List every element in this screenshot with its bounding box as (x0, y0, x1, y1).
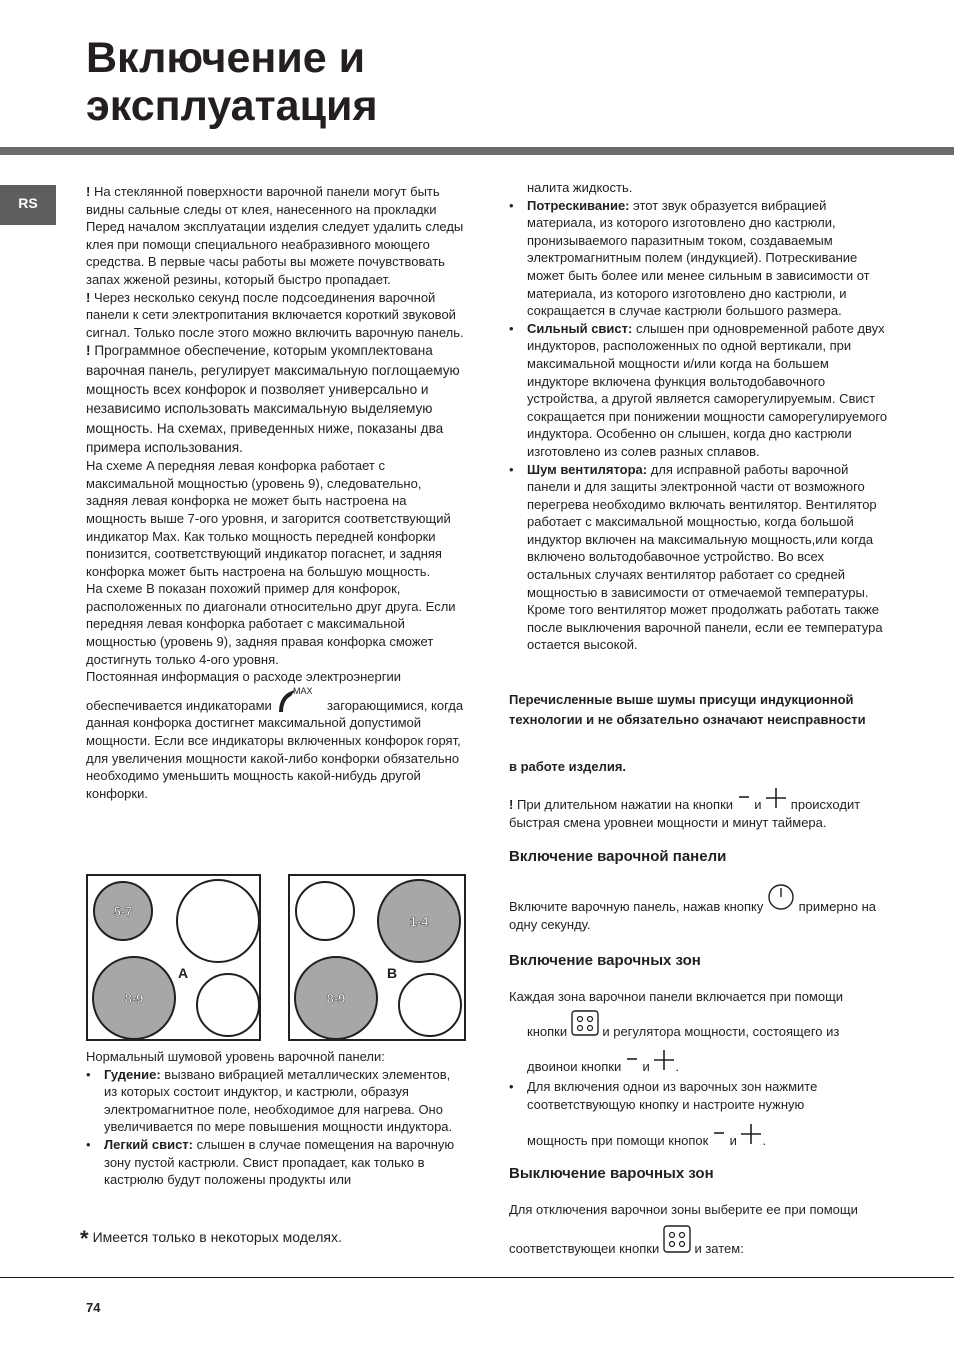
list-item-lead: Гудение: (104, 1066, 161, 1082)
footnote-text: Имеется только в некоторых моделях. (92, 1229, 342, 1245)
paragraph-text: двоинои кнопки (527, 1059, 622, 1074)
zones-on-text (509, 988, 899, 1150)
warning-mark: ! (86, 343, 91, 359)
list-item-text: и (729, 1133, 737, 1149)
list-item-lead: Сильный свист: (527, 320, 633, 336)
paragraph-text: Программное обеспечение, которым укомплектована варочная панель, регулирует максимальную поглощаемую мощность всех конфорок и позволяет универсально и независимо использовать максимальную выделяемую мощность. На схемах, приведенных ниже, показаны два примера использования. (86, 343, 460, 455)
noise-list-right (509, 197, 889, 654)
paragraph-text: Для отключения варочнои зоны выберите ее при помощи (509, 1202, 858, 1217)
heading-zones-on: Включение варочных зон (509, 952, 701, 969)
paragraph-text: . (675, 1059, 679, 1074)
zone-label-b2: 8-9 (326, 991, 346, 1006)
disclaimer-line-3: в работе изделия. (509, 759, 627, 774)
zone-rear-right (177, 880, 259, 962)
paragraph-text: Включите варочную панель, нажав кнопку (509, 899, 764, 914)
paragraph-max-indicator (86, 668, 466, 802)
paragraph-text: и затем: (694, 1240, 744, 1256)
plus-icon (765, 787, 787, 814)
paragraph-glue-traces (86, 183, 466, 289)
diagram-letter-b: B (386, 965, 398, 981)
diagram-letter-a: A (177, 965, 189, 981)
list-item-text: слышен в случае помещения на варочную зону пустой кастрюли. Свист пропадает, как только в кастрюлю будут положены продукты или (104, 1136, 455, 1188)
list-item-text: этот звук образуется вибрацией материала, из которого изготовлено дно кастрюли, пронизываемого паразитным током, создаваемым электромагнитным полем (индукцией). Потрескивание может быть более или менее сильным в зависимости от материала, из которого изготовлено дно кастрюли, и сокращается в случае кастрюли большого размера. (527, 197, 870, 319)
list-item-lead: Легкий свист: (104, 1136, 194, 1152)
noise-disclaimer (509, 691, 899, 731)
zones-off-line-2 (509, 1225, 899, 1258)
footnote-star: * (80, 1226, 89, 1251)
zone-front-right (197, 974, 259, 1036)
long-press-note (509, 787, 899, 831)
list-item-text: . (762, 1133, 767, 1149)
minus-icon (737, 789, 751, 814)
zones-on-list (509, 1078, 899, 1150)
list-item (509, 320, 889, 461)
paragraph-scheme-a: На схеме A передняя левая конфорка работает с максимальной мощностью (уровень 9), следовательно, задняя левая конфорка не может быть настроена на мощность выше 7-ого уровня, и загорится соответствующий индикатор Max. Как только мощность передней конфорки понизится, соответствующий индикатор погаснет, и задняя конфорка может быть настроена на большую мощность. (86, 458, 451, 579)
list-item (509, 1078, 899, 1150)
paragraph-text: и (754, 797, 762, 812)
list-item-text: мощность при помощи кнопок (527, 1133, 709, 1149)
list-item (86, 1066, 466, 1136)
page-number: 74 (86, 1300, 101, 1315)
zones-off-text (509, 1201, 899, 1257)
hob-diagrams (86, 874, 466, 1044)
paragraph-text: и (642, 1059, 650, 1074)
noise-disclaimer-end (509, 758, 899, 776)
title-line-2: эксплуатация (86, 82, 378, 130)
panel-on-text (509, 883, 899, 933)
minus-icon (712, 1125, 726, 1150)
max-indicator-icon (277, 686, 321, 712)
page-title (86, 34, 378, 130)
disclaimer-line-1: Перечисленные выше шумы присущи индукционной (509, 692, 854, 707)
paragraph-text: происходит быстрая смена уровнеи мощности и минут таймера. (509, 797, 861, 830)
disclaimer-line-2: технологии и не обязательно означают неисправности (509, 712, 866, 727)
paragraph-text: загорающимися, когда данная конфорка достигнет максимальной допустимой мощности. Если все индикаторы включенных конфорок горят, для увеличения мощности какой-либо конфорки обязательно необходимо уменьшить мощность какой-нибудь другой конфорки. (86, 697, 464, 801)
zone-select-button-icon (571, 1010, 599, 1041)
footnote (80, 1226, 342, 1252)
zones-bullet-line (527, 1123, 899, 1150)
paragraph-text: кнопки (527, 1024, 568, 1039)
paragraph-text: обеспечивается индикаторами (86, 697, 272, 713)
paragraph-text: Каждая зона варочнои панели включается при помощи (509, 989, 844, 1004)
heading-zones-off: Выключение варочных зон (509, 1165, 714, 1182)
paragraph-text: Через несколько секунд после подсоединения варочной панели к сети электропитания включается короткий звуковой сигнал. Только после этого можно включить варочную панель. (86, 289, 464, 340)
left-column (86, 183, 466, 802)
plus-icon (740, 1123, 762, 1150)
zone-label-b1: 1-4 (409, 914, 429, 929)
zone-label-a2: 8-9 (124, 991, 144, 1006)
power-button-icon (767, 883, 795, 916)
zones-on-line-3 (509, 1049, 899, 1076)
minus-icon (625, 1051, 639, 1076)
zone-select-button-icon (663, 1225, 691, 1258)
language-tab: RS (0, 185, 56, 225)
list-item-text: слышен при одновременной работе двух индукторов, расположенных по одной вертикали, при максимальной мощности и/или когда на большем индукторе включена функция вольтодобавочного устройства, а другой является саморегулируемым. Свист сокращается при понижении мощности саморегулируемого индуктора. Особенно он слышен, когда дно кастрюли изготовлено из солев разных сплавов. (527, 320, 888, 459)
list-item-text: вызвано вибрацией металлических элементов, из которых состоит индуктор, и кастрюли, образуя электромагнитное поле, необходимое для нагрева. Оно увеличивается по мере повышения мощности индуктора. (104, 1066, 453, 1135)
warning-mark: ! (509, 797, 514, 812)
title-line-1: Включение и (86, 34, 366, 82)
paragraph-text: примерно на одну секунду. (509, 899, 876, 932)
zones-on-line-2 (509, 1010, 899, 1041)
diagram-a (86, 874, 261, 1041)
paragraph-text: и регулятора мощности, состоящего из (602, 1024, 840, 1039)
max-label: MAX (293, 685, 313, 696)
paragraph-beep (86, 289, 466, 342)
zone-label-a1: 5-7 (113, 904, 133, 919)
paragraph-text: При длительном нажатии на кнопки (516, 797, 734, 812)
noise-intro: Нормальный шумовой уровень варочной панели: (86, 1049, 385, 1064)
footer-divider (0, 1277, 954, 1278)
continued-text: налита жидкость. (527, 180, 633, 195)
left-column-noise (86, 1048, 466, 1189)
zone-front-right (399, 974, 461, 1036)
list-item-text: для исправной работы варочной панели и для защиты электронной части от возможного перегрева необходимо включать вентилятор. Вентилятор работает с максимальной мощностью, когда большой индуктор включен на максимальную мощность,или когда включено вольтодобавочное устройство. Во всех остальных случаях вентилятор работает со средней мощностью в зависимости от отмечаемой температуры. Кроме того вентилятор может продолжать работать также после выключения варочной панели, если ее температура остается высокой. (527, 461, 883, 653)
plus-icon (653, 1049, 675, 1076)
warning-mark: ! (86, 289, 91, 305)
paragraph-text: соответствующеи кнопки (509, 1240, 660, 1256)
paragraph-scheme-b: На схеме B показан похожий пример для конфорок, расположенных по диагонали относительно друг друга. Если передняя левая конфорка работает с максимальной мощностью (уровень 9), задняя правая конфорка сможет достигнуть только 4-ого уровня. (86, 581, 456, 667)
right-column (509, 179, 889, 654)
paragraph-text: Постоянная информация о расходе электроэнергии (86, 669, 401, 685)
list-item (86, 1136, 466, 1189)
paragraph-software (86, 341, 466, 457)
diagram-b (288, 874, 466, 1041)
list-item-lead: Шум вентилятора: (527, 461, 648, 477)
list-item (509, 197, 889, 320)
heading-panel-on: Включение варочной панели (509, 848, 727, 865)
warning-mark: ! (86, 184, 91, 199)
paragraph-text: На стеклянной поверхности варочной панели могут быть видны сальные следы от клея, нанесенного на прокладки Перед началом эксплуатации изделия следует удалить следы клея при помощи специального неабразивного моющего средства. В первые часы работы вы можете почувствовать запах жженой резины, который быстро пропадает. (86, 184, 464, 287)
noise-list-left (86, 1066, 466, 1189)
list-item (509, 461, 889, 655)
header-divider (0, 147, 954, 155)
list-item-lead: Потрескивание: (527, 197, 630, 213)
list-item-text: Для включения однои из варочных зон нажмите соответствующую кнопку и настроите нужную (527, 1079, 818, 1112)
zone-rear-left (296, 882, 354, 940)
